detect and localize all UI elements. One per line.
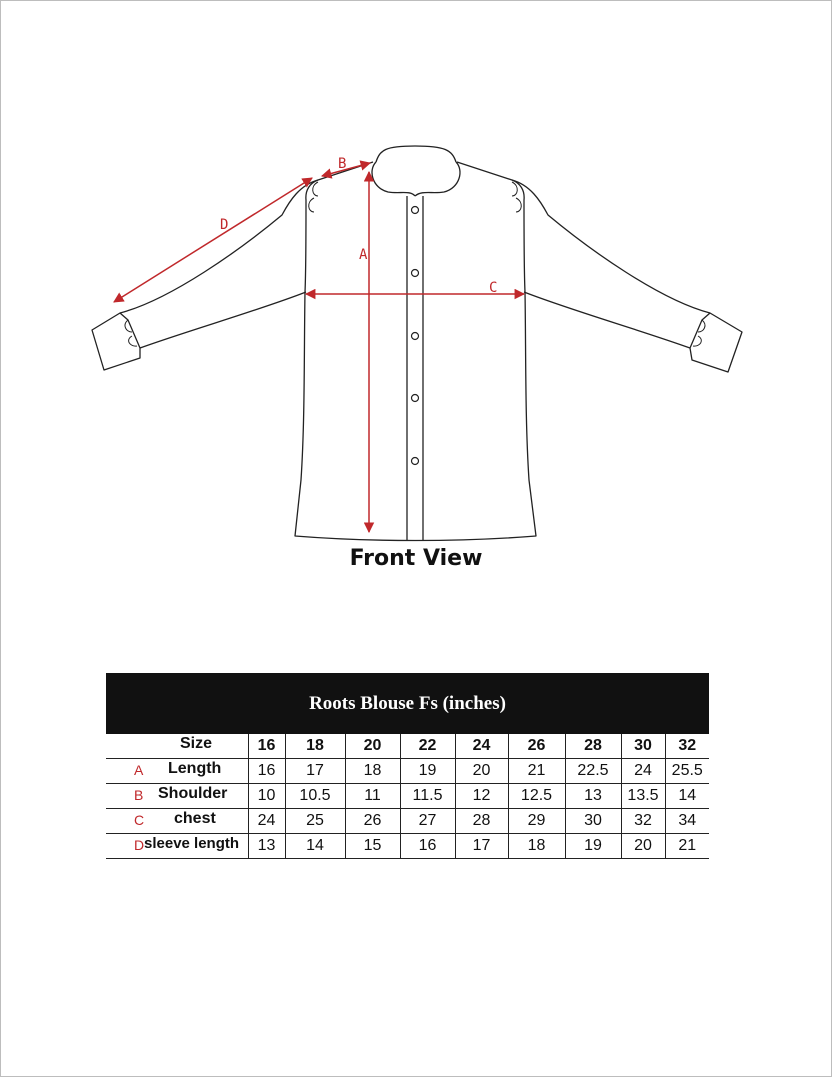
measure-a-label: A <box>359 247 368 263</box>
value-cell: 11.5 <box>400 784 455 809</box>
buttons <box>412 207 419 465</box>
value-cell: 19 <box>400 759 455 784</box>
button-4 <box>412 395 419 402</box>
value-cell: 29 <box>508 809 565 834</box>
right-sleeve <box>512 180 710 348</box>
size-header-cell: 24 <box>455 734 508 759</box>
value-cell: 19 <box>565 834 621 859</box>
size-row-chest <box>106 809 709 834</box>
value-cell: 27 <box>400 809 455 834</box>
size-header-label: Size <box>106 734 248 759</box>
value-cell: 21 <box>508 759 565 784</box>
value-cell: 17 <box>285 759 345 784</box>
size-row-length <box>106 759 709 784</box>
right-cuff-gathers <box>693 320 705 346</box>
value-cell: 12 <box>455 784 508 809</box>
button-2 <box>412 270 419 277</box>
size-row-sleeve-length <box>106 834 709 859</box>
value-cell: 15 <box>345 834 400 859</box>
value-cell: 24 <box>248 809 285 834</box>
size-header-cell: 30 <box>621 734 665 759</box>
size-header-cell: 26 <box>508 734 565 759</box>
value-cell: 20 <box>621 834 665 859</box>
left-sleeve <box>120 180 318 348</box>
value-cell: 10.5 <box>285 784 345 809</box>
measure-c-label: C <box>489 280 498 296</box>
left-cuff-gathers <box>125 320 137 346</box>
value-cell: 16 <box>248 759 285 784</box>
value-cell: 13.5 <box>621 784 665 809</box>
size-header-cell: 18 <box>285 734 345 759</box>
value-cell: 25.5 <box>665 759 709 784</box>
placket <box>407 196 423 540</box>
collar-right <box>415 162 460 196</box>
value-cell: 16 <box>400 834 455 859</box>
value-cell: 14 <box>665 784 709 809</box>
value-cell: 12.5 <box>508 784 565 809</box>
blouse-outline <box>92 146 742 541</box>
view-label: Front View <box>349 546 483 571</box>
measure-d-line <box>114 178 312 302</box>
measure-d-label: D <box>220 217 229 233</box>
value-cell: 13 <box>565 784 621 809</box>
value-cell: 24 <box>621 759 665 784</box>
measurement-letters <box>220 156 497 296</box>
size-header-cell: 16 <box>248 734 285 759</box>
size-chart-table <box>106 734 709 859</box>
blouse-body <box>295 162 536 541</box>
size-header-cell: 28 <box>565 734 621 759</box>
row-label-sleeve-length: D sleeve length <box>106 834 248 859</box>
value-cell: 17 <box>455 834 508 859</box>
value-cell: 11 <box>345 784 400 809</box>
size-header-cell: 22 <box>400 734 455 759</box>
value-cell: 34 <box>665 809 709 834</box>
right-cuff <box>690 313 742 372</box>
left-sleeve-gathers <box>309 182 318 212</box>
measurement-lines <box>114 163 524 532</box>
value-cell: 30 <box>565 809 621 834</box>
right-sleeve-gathers <box>512 182 521 212</box>
row-label-chest: C chest <box>106 809 248 834</box>
collar-left <box>372 162 415 196</box>
value-cell: 10 <box>248 784 285 809</box>
value-cell: 28 <box>455 809 508 834</box>
value-cell: 14 <box>285 834 345 859</box>
value-cell: 26 <box>345 809 400 834</box>
size-row-shoulder <box>106 784 709 809</box>
size-header-row <box>106 734 709 759</box>
value-cell: 25 <box>285 809 345 834</box>
button-5 <box>412 458 419 465</box>
row-label-shoulder: B Shoulder <box>106 784 248 809</box>
row-label-length: A Length <box>106 759 248 784</box>
value-cell: 21 <box>665 834 709 859</box>
value-cell: 18 <box>345 759 400 784</box>
left-cuff <box>92 313 140 370</box>
size-chart <box>106 673 709 859</box>
button-1 <box>412 207 419 214</box>
collar-band <box>376 146 456 162</box>
measure-b-label: B <box>338 156 347 172</box>
size-chart-title: Roots Blouse Fs (inches) <box>106 673 709 734</box>
value-cell: 13 <box>248 834 285 859</box>
value-cell: 18 <box>508 834 565 859</box>
size-header-cell: 20 <box>345 734 400 759</box>
button-3 <box>412 333 419 340</box>
value-cell: 32 <box>621 809 665 834</box>
value-cell: 20 <box>455 759 508 784</box>
value-cell: 22.5 <box>565 759 621 784</box>
size-header-cell: 32 <box>665 734 709 759</box>
